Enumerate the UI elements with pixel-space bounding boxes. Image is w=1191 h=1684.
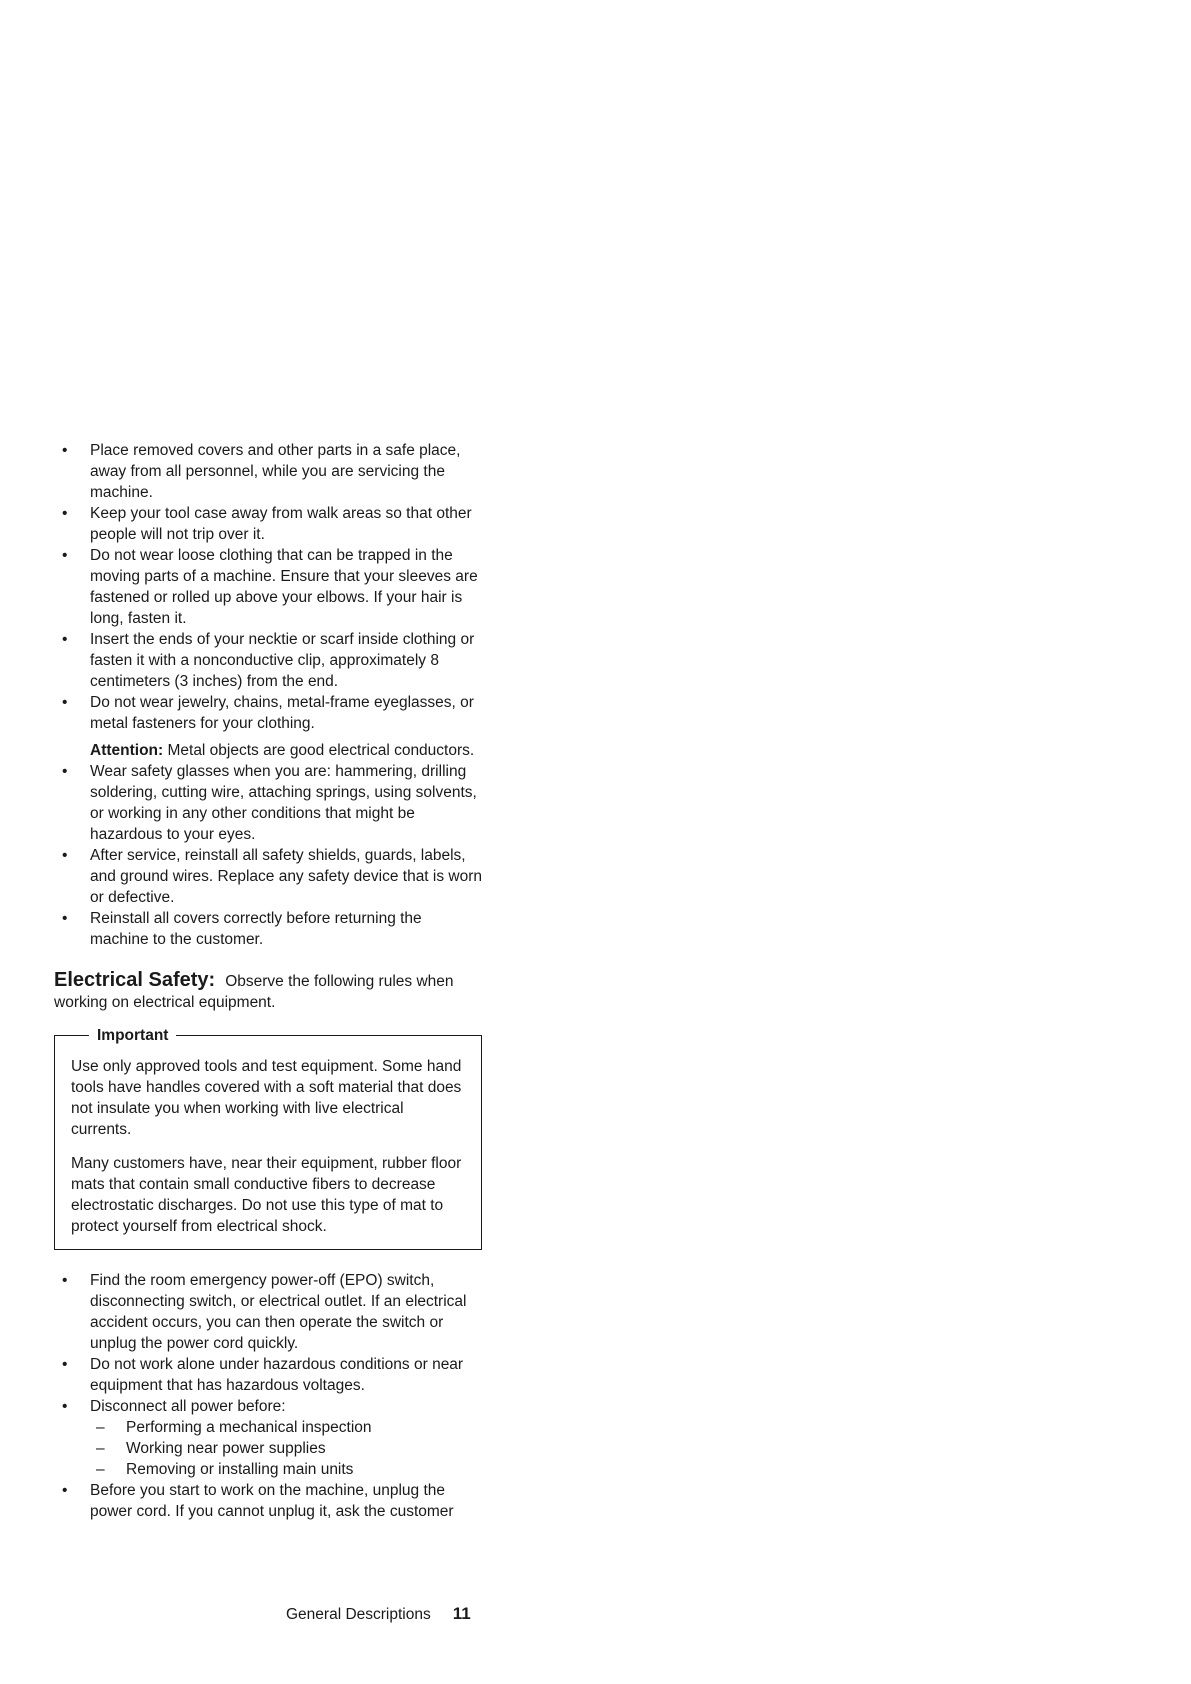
list-item: • After service, reinstall all safety shields, guards, labels, and ground wires. Replace any safety device that is worn or defective. [54, 845, 484, 908]
list-item: • Do not work alone under hazardous conditions or near equipment that has hazardous voltages. [54, 1354, 484, 1396]
page-number: 11 [452, 1604, 471, 1623]
page-content [54, 440, 484, 1522]
safety-list-mid [54, 761, 484, 950]
list-item [54, 1396, 484, 1480]
page-footer [286, 1604, 471, 1625]
important-label: Important [89, 1026, 176, 1046]
sub-list-item: – Removing or installing main units [90, 1459, 484, 1480]
attention-label: Attention: [90, 742, 164, 759]
list-item: • Reinstall all covers correctly before returning the machine to the customer. [54, 908, 484, 950]
electrical-rules-list [54, 1270, 484, 1522]
attention-text: Metal objects are good electrical conductors. [163, 742, 475, 759]
list-item: • Keep your tool case away from walk areas so that other people will not trip over it. [54, 503, 484, 545]
list-item: • Before you start to work on the machine, unplug the power cord. If you cannot unplug it, ask the customer [54, 1480, 484, 1522]
sub-list-item: – Performing a mechanical inspection [90, 1417, 484, 1438]
list-item: • Do not wear jewelry, chains, metal-frame eyeglasses, or metal fasteners for your clothing. [54, 692, 484, 734]
important-paragraph-1: Use only approved tools and test equipment. Some hand tools have handles covered with a soft material that does not insulate you when working with live electrical currents. [71, 1058, 462, 1138]
sub-list-item: – Working near power supplies [90, 1438, 484, 1459]
list-item: • Insert the ends of your necktie or scarf inside clothing or fasten it with a nonconductive clip, approximately 8 centimeters (3 inches) from the end. [54, 629, 484, 692]
safety-list-top [54, 440, 484, 734]
list-item: • Find the room emergency power-off (EPO) switch, disconnecting switch, or electrical outlet. If an electrical accident occurs, you can then operate the switch or unplug the power cord quickly. [54, 1270, 484, 1354]
list-item: • Place removed covers and other parts in a safe place, away from all personnel, while you are servicing the machine. [54, 440, 484, 503]
electrical-safety-section [54, 970, 484, 1013]
list-item: • Wear safety glasses when you are: hammering, drilling soldering, cutting wire, attaching springs, using solvents, or working in any other conditions that might be hazardous to your eyes. [54, 761, 484, 845]
footer-title: General Descriptions [286, 1606, 431, 1623]
sub-list [90, 1417, 484, 1480]
list-item: • Do not wear loose clothing that can be trapped in the moving parts of a machine. Ensure that your sleeves are fastened or rolled up above your elbows. If your hair is long, fasten it. [54, 545, 484, 629]
important-paragraph-2: Many customers have, near their equipment, rubber floor mats that contain small conductive fibers to decrease electrostatic discharges. Do not use this type of mat to protect yourself from electrical shock. [71, 1155, 462, 1235]
attention-note [54, 740, 484, 761]
important-box [54, 1027, 482, 1250]
section-heading: Electrical Safety: [54, 969, 216, 991]
list-item-text: Disconnect all power before: [90, 1398, 286, 1415]
section-intro: Observe the following rules when working on electrical equipment. [54, 973, 454, 1011]
